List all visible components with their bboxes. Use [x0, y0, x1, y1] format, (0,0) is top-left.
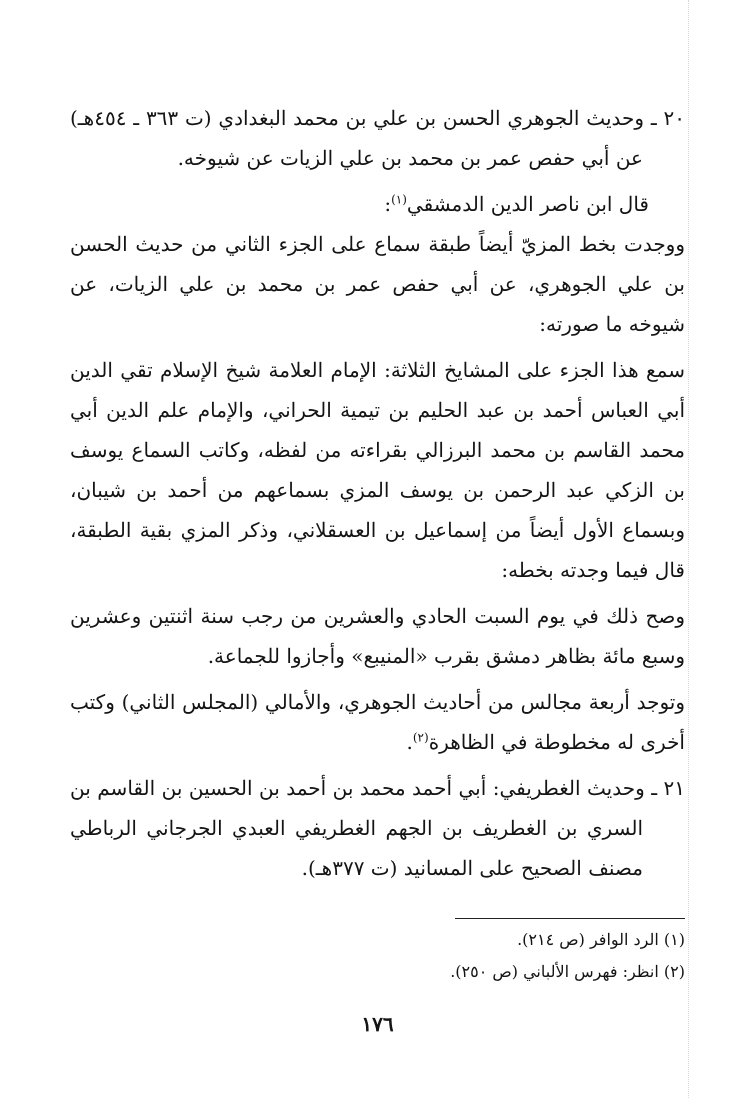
paragraph-manuscripts-text: وتوجد أربعة مجالس من أحاديث الجوهري، والأمالي (المجلس الثاني) وكتب أخرى له مخطوطة في الظاهرة — [70, 690, 685, 754]
hadith-item-21: ٢١ ـ وحديث الغطريفي: أبي أحمد محمد بن أحمد بن الحسين بن القاسم بن السري بن الغطريف بن الجهم الغطريفي العبدي الجرجاني الرباطي مصنف الصحيح على المسانيد (ت ٣٧٧هـ). — [70, 776, 685, 880]
footnote-1: (١) الرد الوافر (ص ٢١٤). — [517, 930, 685, 949]
main-text — [70, 98, 685, 894]
paragraph-manuscripts-period: . — [406, 730, 413, 754]
footnote-2: (٢) انظر: فهرس الألباني (ص ٢٥٠). — [450, 962, 685, 981]
quote-intro-colon: : — [384, 192, 392, 216]
page-number: ١٧٦ — [361, 1012, 394, 1036]
quote-intro — [70, 184, 685, 224]
paragraph-wajadtu: ووجدت بخط المزيّ أيضاً طبقة سماع على الجزء الثاني من حديث الحسن بن علي الجوهري، عن أبي حفص عمر بن محمد بن علي الزيات، عن شيوخه ما صورته: — [70, 232, 685, 336]
paragraph-sahha: وصح ذلك في يوم السبت الحادي والعشرين من رجب سنة اثنتين وعشرين وسبع مائة بظاهر دمشق بقرب «المنيبع» وأجازوا للجماعة. — [70, 604, 685, 668]
footnotes — [70, 924, 685, 988]
footnote-ref-2: (٢) — [412, 730, 429, 745]
hadith-item-20: ٢٠ ـ وحديث الجوهري الحسن بن علي بن محمد البغدادي (ت ٣٦٣ ـ ٤٥٤هـ) عن أبي حفص عمر بن محمد بن علي الزيات عن شيوخه. — [70, 106, 685, 170]
footnote-divider — [455, 918, 685, 919]
quote-intro-text: قال ابن ناصر الدين الدمشقي — [406, 192, 649, 216]
paragraph-manuscripts — [70, 682, 685, 762]
footnote-ref-1: (١) — [391, 192, 407, 207]
paragraph-samaa: سمع هذا الجزء على المشايخ الثلاثة: الإمام العلامة شيخ الإسلام تقي الدين أبي العباس أحمد بن عبد الحليم بن تيمية الحراني، والإمام علم الدين أبي محمد القاسم بن محمد البرزالي بقراءته من لفظه، وكاتب السماع يوسف بن الزكي عبد الرحمن بن يوسف المزي بسماعهم من أحمد بن شيبان، وبسماع الأول أيضاً من إسماعيل بن العسقلاني، وذكر المزي بقية الطبقة، قال فيما وجدته بخطه: — [70, 358, 685, 582]
